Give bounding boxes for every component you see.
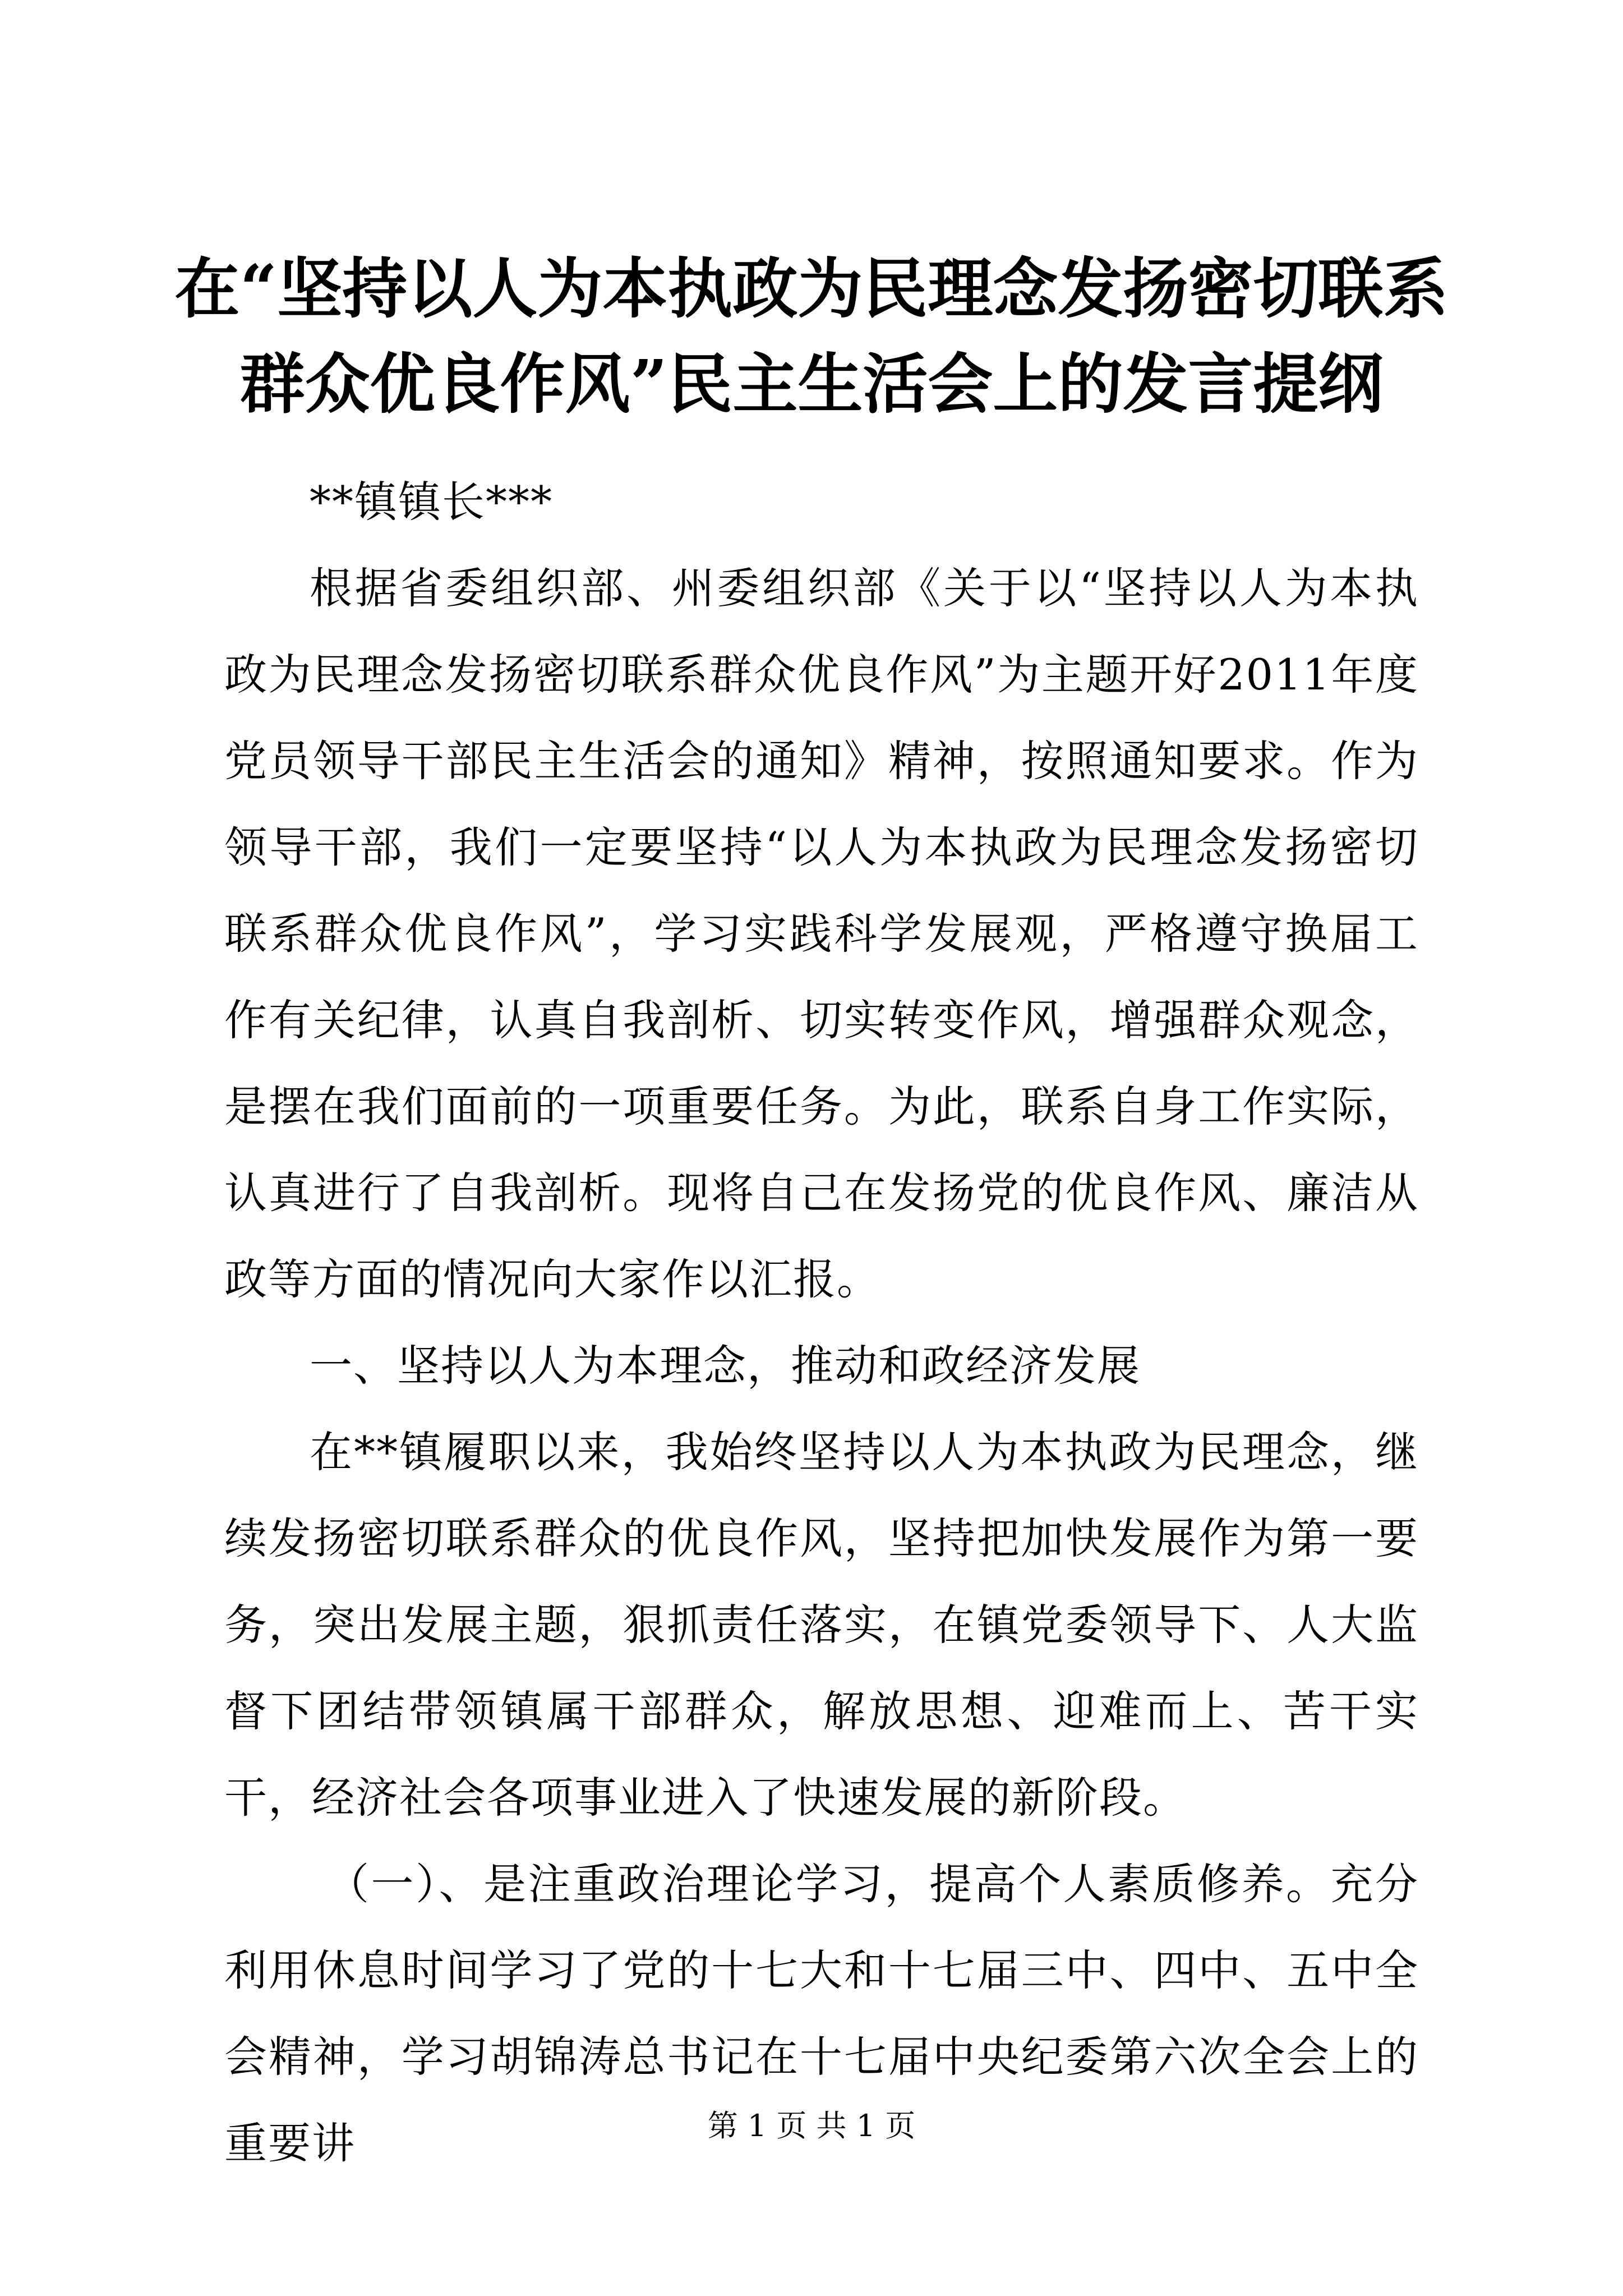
document-title — [168, 241, 1455, 432]
page-footer: 第 1 页 共 1 页 — [707, 2108, 916, 2143]
paragraph-intro: 根据省委组织部、州委组织部《关于以“坚持以人为本执政为民理念发扬密切联系群众优良作风”为主题开好2011年度党员领导干部民主生活会的通知》精神，按照通知要求。作为领导干部，我们一定要坚持“以人为本执政为民理念发扬密切联系群众优良作风”，学习实践科学发展观，严格遵守换届工作有关纪律，认真自我剖析、切实转变作风，增强群众观念，是摆在我们面前的一项重要任务。为此，联系自身工作实际，认真进行了自我剖析。现将自己在发扬党的优良作风、廉洁从政等方面的情况向大家作以汇报。 — [224, 563, 1419, 1304]
document-body — [224, 459, 1419, 2187]
author-line: **镇镇长*** — [310, 477, 553, 527]
paragraph-section-1: 在**镇履职以来，我始终坚持以人为本执政为民理念，继续发扬密切联系群众的优良作风，坚持把加快发展作为第一要务，突出发展主题，狠抓责任落实，在镇党委领导下、人大监督下团结带领镇属干部群众，解放思想、迎难而上、苦干实干，经济社会各项事业进入了快速发展的新阶段。 — [224, 1427, 1419, 1823]
section-heading-1: 一、坚持以人为本理念，推动和政经济发展 — [310, 1341, 1141, 1391]
title-line-2: 群众优良作风”民主生活会上的发言提纲 — [239, 346, 1384, 422]
paragraph-subsection-1: （一）、是注重政治理论学习，提高个人素质修养。充分利用休息时间学习了党的十七大和十七届三中、四中、五中全会精神，学习胡锦涛总书记在十七届中央纪委第六次全会上的重要讲 — [224, 1859, 1419, 2168]
title-line-1: 在“坚持以人为本执政为民理念发扬密切联系 — [174, 251, 1449, 327]
